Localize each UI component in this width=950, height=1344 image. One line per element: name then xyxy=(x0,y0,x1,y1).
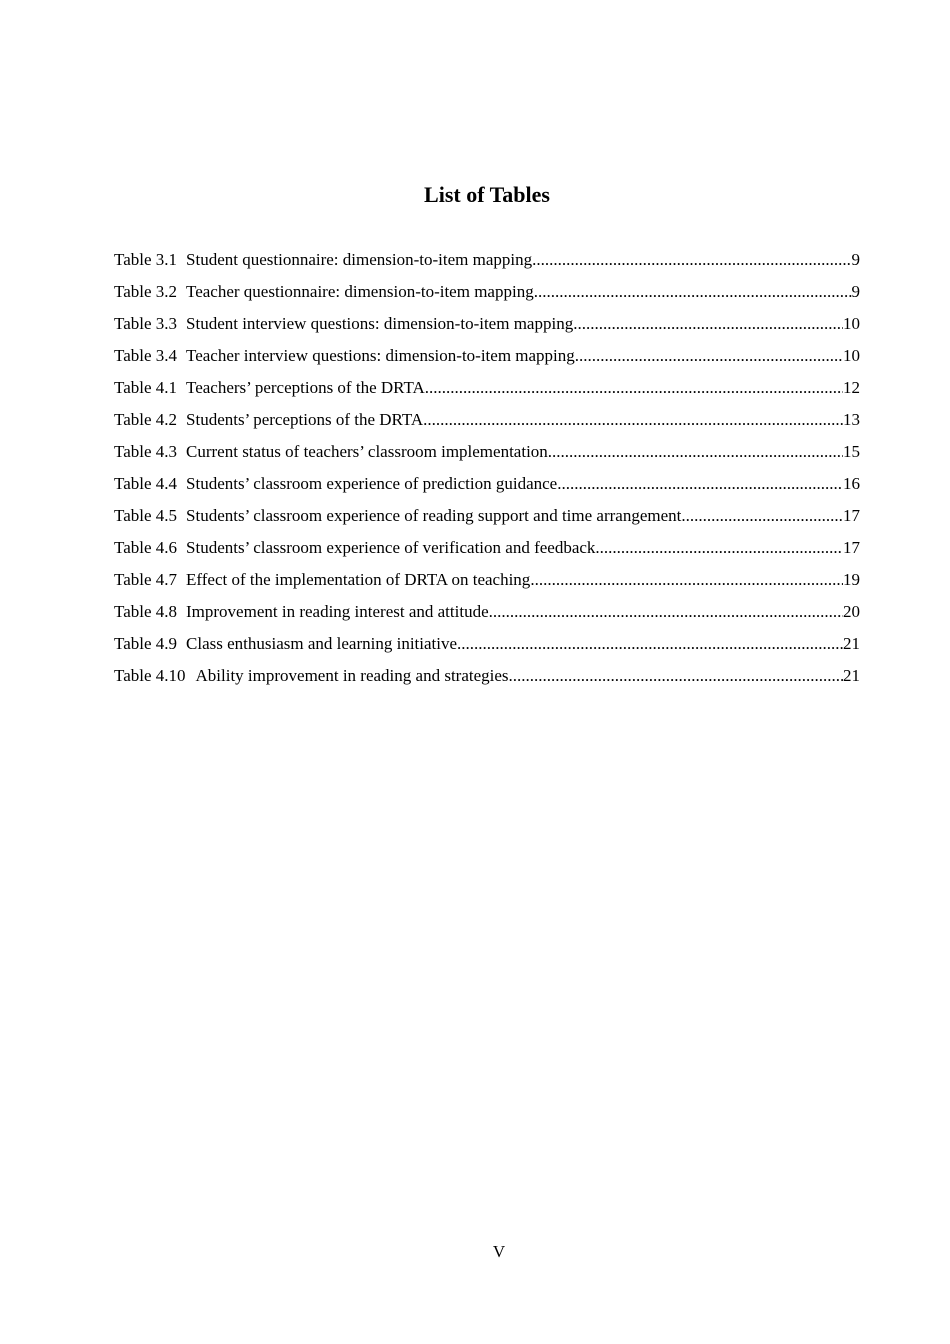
toc-entry[interactable] xyxy=(114,279,860,311)
entry-label: Table 4.3 xyxy=(114,442,178,461)
dot-leader xyxy=(530,567,843,593)
toc-entry[interactable] xyxy=(114,471,860,503)
entry-title: Class enthusiasm and learning initiative xyxy=(186,634,458,653)
entry-title: Students’ classroom experience of prediction guidance xyxy=(186,474,558,493)
entry-label: Table 4.9 xyxy=(114,634,178,653)
entry-title: Students’ perceptions of the DRTA xyxy=(186,410,424,429)
toc-entry[interactable] xyxy=(114,247,860,279)
dot-leader xyxy=(425,375,843,401)
entry-title: Teacher interview questions: dimension-to-item mapping xyxy=(186,346,575,365)
entry-page: 12 xyxy=(843,378,860,397)
entry-label: Table 4.4 xyxy=(114,474,178,493)
entry-label: Table 4.2 xyxy=(114,410,178,429)
dot-leader xyxy=(423,407,843,433)
entry-label: Table 4.10 xyxy=(114,666,186,685)
page-number: V xyxy=(492,1242,506,1261)
entry-page: 17 xyxy=(843,538,860,557)
dot-leader xyxy=(575,343,843,369)
dot-leader xyxy=(573,311,843,337)
entry-page: 17 xyxy=(843,506,860,525)
toc-entry[interactable] xyxy=(114,311,860,343)
dot-leader xyxy=(532,247,851,273)
dot-leader xyxy=(548,439,843,465)
entry-title: Effect of the implementation of DRTA on teaching xyxy=(186,570,531,589)
dot-leader xyxy=(681,503,843,529)
entry-label: Table 3.2 xyxy=(114,282,178,301)
entry-title: Teacher questionnaire: dimension-to-item mapping xyxy=(186,282,534,301)
entry-page: 10 xyxy=(843,346,860,365)
dot-leader xyxy=(457,631,843,657)
toc-entry[interactable] xyxy=(114,535,860,567)
entry-page: 21 xyxy=(843,634,860,653)
entry-label: Table 3.1 xyxy=(114,250,178,269)
toc-entry[interactable] xyxy=(114,631,860,663)
toc-entry[interactable] xyxy=(114,375,860,407)
entry-label: Table 4.1 xyxy=(114,378,178,397)
entry-page: 21 xyxy=(843,666,860,685)
entry-page: 20 xyxy=(843,602,860,621)
dot-leader xyxy=(489,599,843,625)
dot-leader xyxy=(595,535,843,561)
entry-title: Students’ classroom experience of reading support and time arrangement xyxy=(186,506,682,525)
entry-title: Student questionnaire: dimension-to-item mapping xyxy=(186,250,533,269)
entry-title: Students’ classroom experience of verification and feedback xyxy=(186,538,596,557)
entry-title: Ability improvement in reading and strategies xyxy=(195,666,509,685)
entry-page: 13 xyxy=(843,410,860,429)
entry-label: Table 4.8 xyxy=(114,602,178,621)
entry-page: 9 xyxy=(851,282,860,301)
entry-title: Improvement in reading interest and attitude xyxy=(186,602,489,621)
dot-leader xyxy=(557,471,843,497)
entry-label: Table 4.6 xyxy=(114,538,178,557)
toc-entry[interactable] xyxy=(114,567,860,599)
table-list xyxy=(114,247,860,695)
entry-page: 16 xyxy=(843,474,860,493)
toc-entry[interactable] xyxy=(114,599,860,631)
entry-title: Current status of teachers’ classroom implementation xyxy=(186,442,548,461)
entry-label: Table 4.7 xyxy=(114,570,178,589)
entry-title: Student interview questions: dimension-to-item mapping xyxy=(186,314,574,333)
entry-page: 15 xyxy=(843,442,860,461)
page-title: List of Tables xyxy=(424,182,550,207)
dot-leader xyxy=(534,279,852,305)
entry-label: Table 4.5 xyxy=(114,506,178,525)
entry-page: 9 xyxy=(851,250,860,269)
dot-leader xyxy=(509,663,843,689)
entry-label: Table 3.4 xyxy=(114,346,178,365)
entry-label: Table 3.3 xyxy=(114,314,178,333)
toc-entry[interactable] xyxy=(114,663,860,695)
toc-entry[interactable] xyxy=(114,439,860,471)
entry-page: 10 xyxy=(843,314,860,333)
toc-entry[interactable] xyxy=(114,503,860,535)
entry-title: Teachers’ perceptions of the DRTA xyxy=(186,378,425,397)
toc-entry[interactable] xyxy=(114,343,860,375)
toc-entry[interactable] xyxy=(114,407,860,439)
entry-page: 19 xyxy=(843,570,860,589)
